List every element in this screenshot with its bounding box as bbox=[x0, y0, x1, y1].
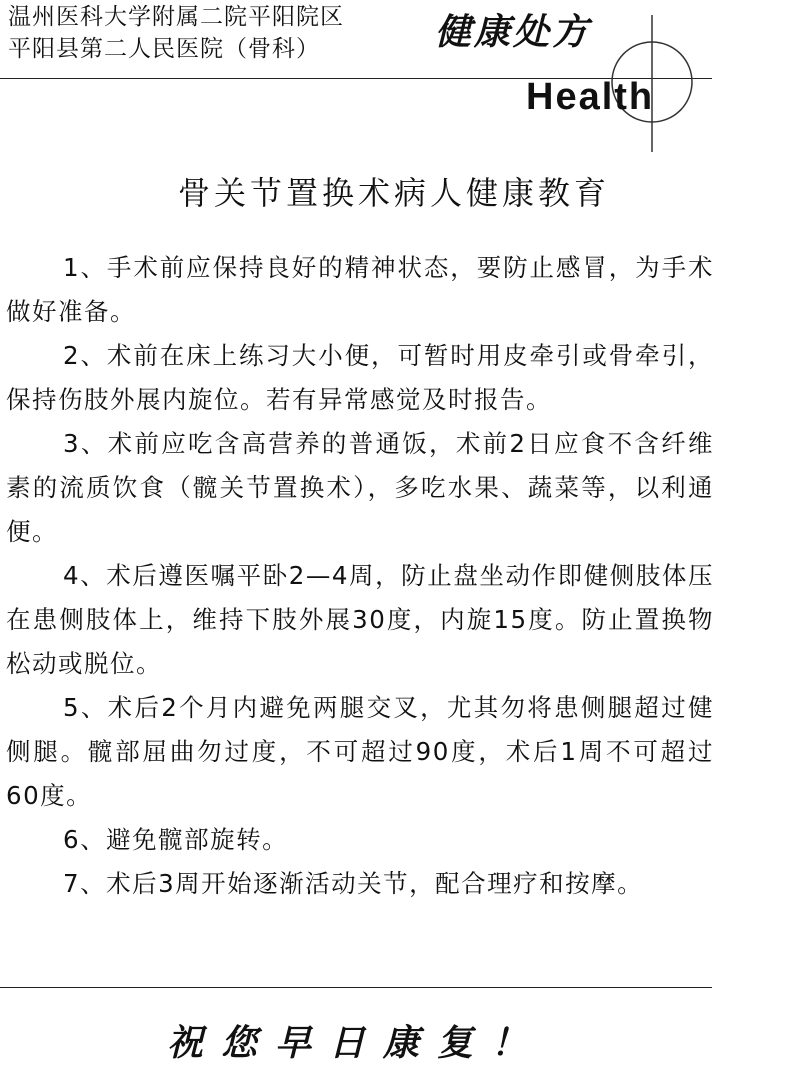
instructions-list bbox=[6, 246, 714, 906]
instruction-item-5: 5、术后2个月内避免两腿交叉，尤其勿将患侧腿超过健侧腿。髋部屈曲勿过度，不可超过90度，术后1周不可超过60度。 bbox=[6, 693, 714, 810]
closing-wish: 祝您早日康复！ bbox=[166, 1022, 545, 1064]
hospital-name-line2: 平阳县第二人民医院（骨科） bbox=[8, 36, 320, 62]
document-title: 骨关节置换术病人健康教育 bbox=[177, 174, 610, 212]
instruction-item-3: 3、术前应吃含高营养的普通饭，术前2日应食不含纤维素的流质饮食（髋关节置换术），多吃水果、蔬菜等，以利通便。 bbox=[6, 429, 714, 546]
crosshair-emblem-icon bbox=[0, 0, 788, 160]
footer-divider bbox=[0, 987, 712, 988]
instruction-item-6: 6、避免髋部旋转。 bbox=[63, 825, 289, 854]
instruction-item-7: 7、术后3周开始逐渐活动关节，配合理疗和按摩。 bbox=[63, 869, 644, 898]
brand-title: 健康处方 bbox=[435, 11, 592, 53]
instruction-item-2: 2、术前在床上练习大小便，可暂时用皮牵引或骨牵引，保持伤肢外展内旋位。若有异常感觉及时报告。 bbox=[6, 341, 714, 414]
instruction-item-4: 4、术后遵医嘱平卧2—4周，防止盘坐动作即健侧肢体压在患侧肢体上，维持下肢外展30度，内旋15度。防止置换物松动或脱位。 bbox=[6, 561, 714, 678]
instruction-item-1: 1、手术前应保持良好的精神状态，要防止感冒，为手术做好准备。 bbox=[6, 253, 714, 326]
brand-subtitle: Health bbox=[526, 76, 655, 118]
hospital-name-line1: 温州医科大学附属二院平阳院区 bbox=[8, 4, 344, 30]
